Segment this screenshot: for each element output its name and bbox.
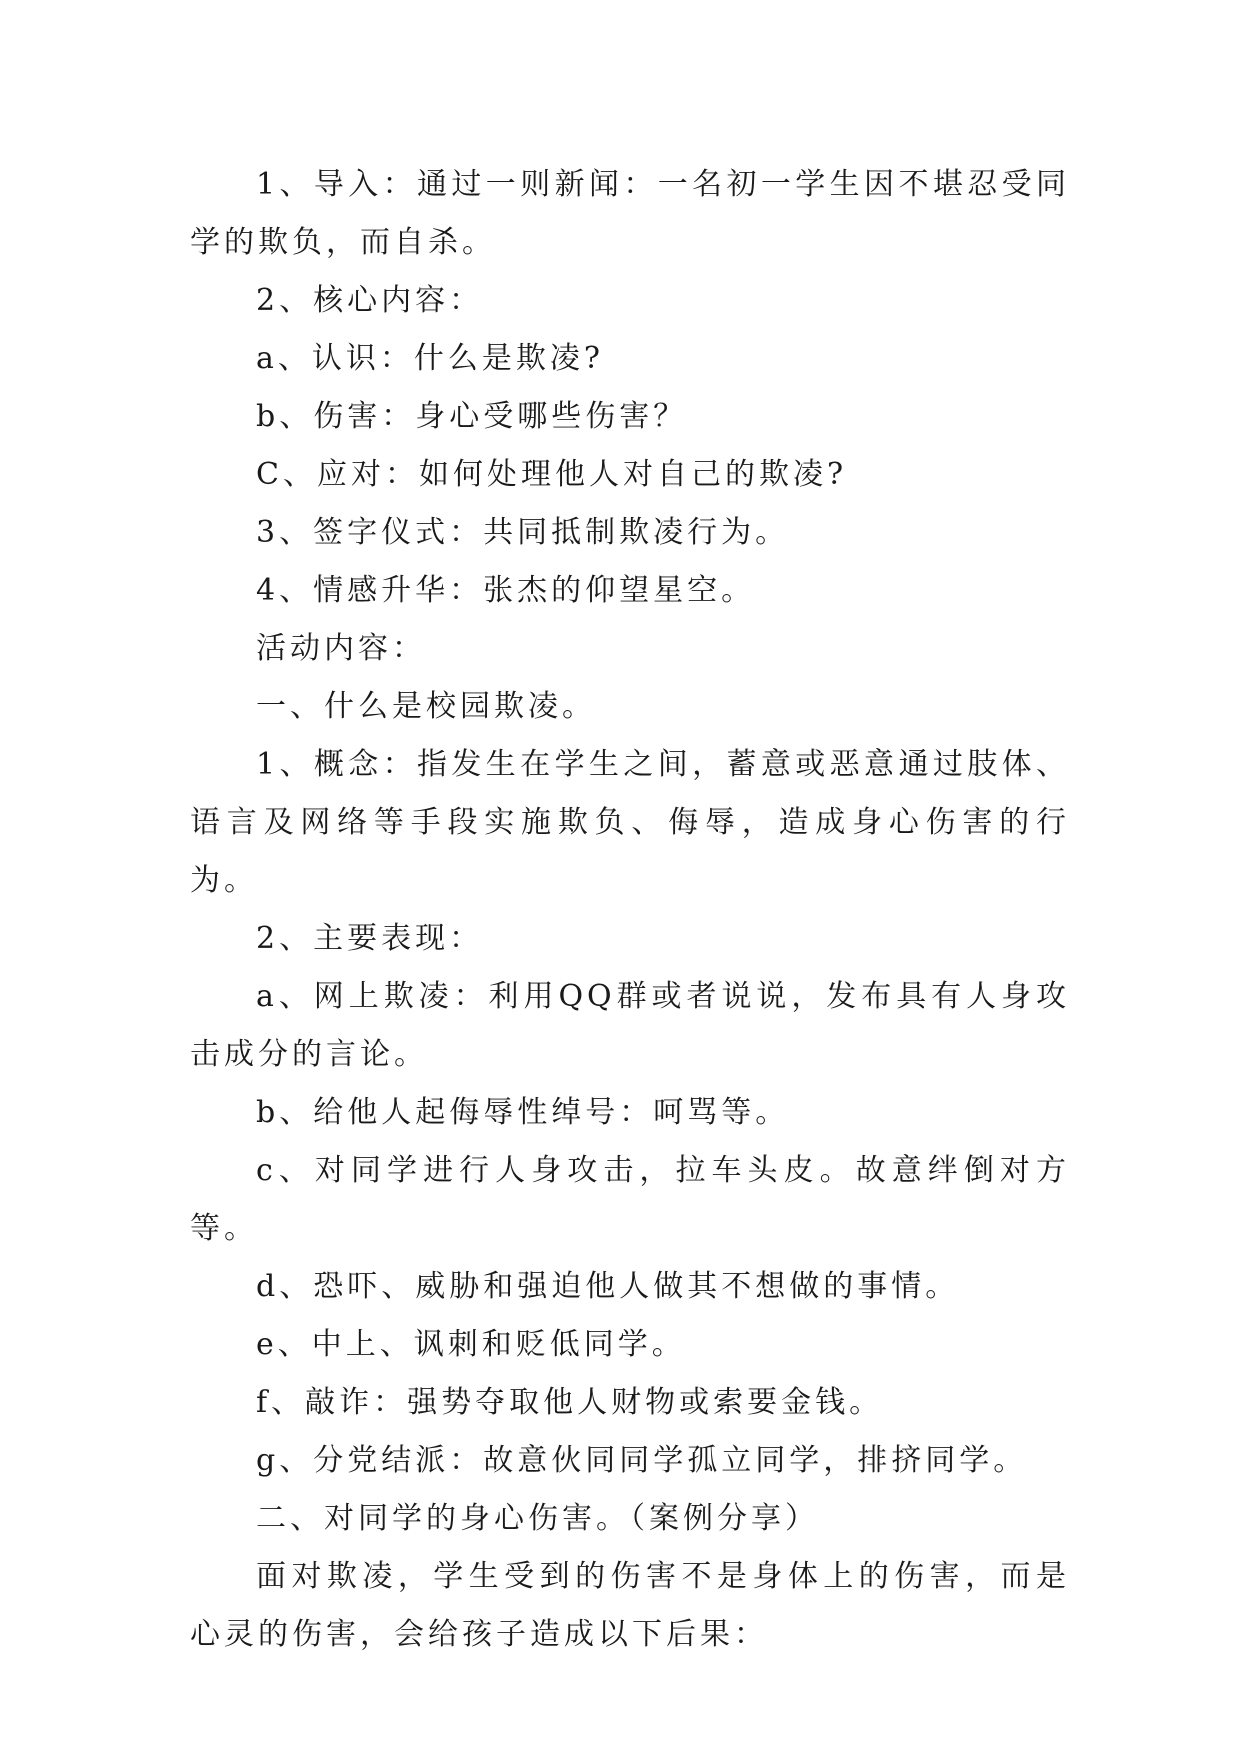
list-item-physical-attack: c、对同学进行人身攻击，拉车头皮。故意绊倒对方等。 bbox=[190, 1153, 1070, 1246]
list-item-online-bullying: a、网上欺凌：利用QQ群或者说说，发布具有人身攻击成分的言论。 bbox=[190, 979, 1070, 1072]
paragraph-core-content: 2、核心内容： bbox=[256, 283, 484, 318]
document-body bbox=[190, 156, 1070, 1664]
section-heading-harm: 二、对同学的身心伤害。（案例分享） bbox=[256, 1501, 819, 1536]
paragraph-harm: b、伤害：身心受哪些伤害？ bbox=[256, 399, 688, 434]
list-item-extortion: f、敲诈：强势夺取他人财物或索要金钱。 bbox=[256, 1385, 884, 1420]
paragraph-main-forms: 2、主要表现： bbox=[256, 921, 484, 956]
list-item-cliques: g、分党结派：故意伙同同学孤立同学，排挤同学。 bbox=[256, 1443, 1028, 1478]
list-item-intimidation: d、恐吓、威胁和强迫他人做其不想做的事情。 bbox=[256, 1269, 960, 1304]
paragraph-concept: 1、概念：指发生在学生之间，蓄意或恶意通过肢体、语言及网络等手段实施欺负、侮辱，造成身心伤害的行为。 bbox=[190, 747, 1070, 898]
paragraph-activity-heading: 活动内容： bbox=[256, 631, 426, 666]
paragraph-emotion: 4、情感升华：张杰的仰望星空。 bbox=[256, 573, 756, 608]
paragraph-consequences: 面对欺凌，学生受到的伤害不是身体上的伤害，而是心灵的伤害，会给孩子造成以下后果： bbox=[190, 1559, 1070, 1652]
list-item-nicknames: b、给他人起侮辱性绰号：呵骂等。 bbox=[256, 1095, 790, 1130]
section-heading-what-is-bullying: 一、什么是校园欺凌。 bbox=[256, 689, 596, 724]
paragraph-recognize: a、认识：什么是欺凌? bbox=[256, 341, 604, 376]
paragraph-response: C、应对：如何处理他人对自己的欺凌? bbox=[256, 457, 848, 492]
paragraph-intro: 1、导入：通过一则新闻：一名初一学生因不堪忍受同学的欺负，而自杀。 bbox=[190, 167, 1070, 260]
list-item-mockery: e、中上、讽刺和贬低同学。 bbox=[256, 1327, 686, 1362]
paragraph-signing: 3、签字仪式：共同抵制欺凌行为。 bbox=[256, 515, 790, 550]
